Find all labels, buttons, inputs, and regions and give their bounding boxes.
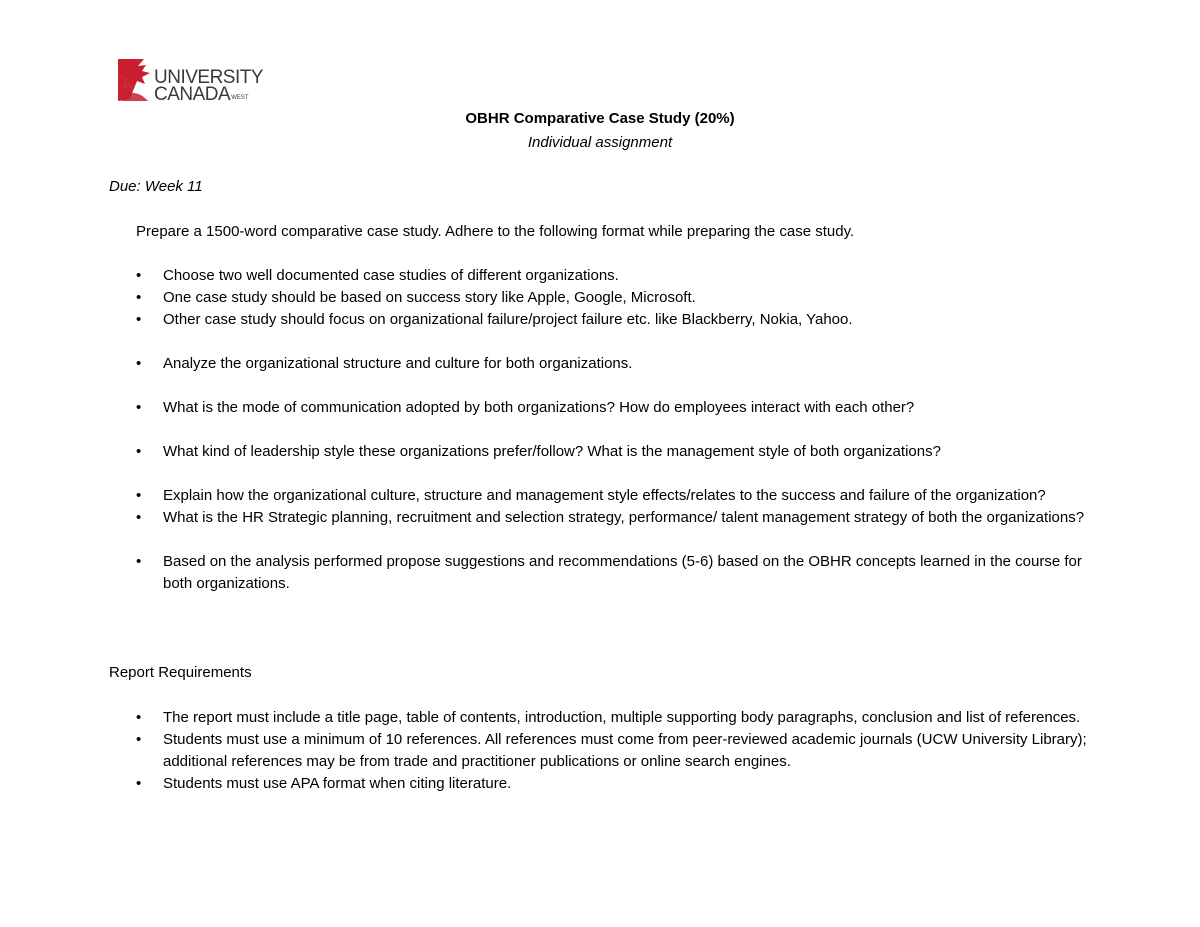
list-item <box>136 707 1101 729</box>
logo-west-text: WEST <box>231 95 249 101</box>
logo-canada-text: CANADA <box>154 84 231 105</box>
list-item <box>136 441 1101 463</box>
list-item-text: Students must use a minimum of 10 references. All references must come from peer-reviewed academic journals (UCW University Library); additional references may be from trade and practitioner publications or online search engines. <box>163 731 1087 770</box>
bullet: • <box>136 355 142 372</box>
logo-line-university: UNIVERSITY <box>154 67 264 88</box>
bullet: • <box>136 775 142 792</box>
list-item <box>136 397 1101 419</box>
list-item <box>136 485 1101 507</box>
document-subtitle: Individual assignment <box>527 134 673 151</box>
bullet: • <box>136 443 142 460</box>
list-item-text: What is the HR Strategic planning, recruitment and selection strategy, performance/ talent management strategy of both the organizations? <box>163 509 1085 526</box>
document-title: OBHR Comparative Case Study (20%) <box>465 110 735 127</box>
list-item-text: Analyze the organizational structure and culture for both organizations. <box>163 355 633 372</box>
list-item <box>136 309 1101 331</box>
list-item-text: What is the mode of communication adopted by both organizations? How do employees interact with each other? <box>163 399 915 416</box>
bullet: • <box>136 509 142 526</box>
maple-leaf-icon <box>118 57 152 103</box>
list-item-text: Explain how the organizational culture, structure and management style effects/relates to the success and failure of the organization? <box>163 487 1046 504</box>
bullet: • <box>136 289 142 306</box>
logo-line-canada <box>154 85 263 104</box>
list-item <box>136 287 1101 309</box>
bullet: • <box>136 399 142 416</box>
list-item-text: Based on the analysis performed propose suggestions and recommendations (5-6) based on the OBHR concepts learned in the course for both organizations. <box>163 553 1082 592</box>
bullet: • <box>136 731 142 748</box>
intro-paragraph: Prepare a 1500-word comparative case study. Adhere to the following format while preparing the case study. <box>136 223 855 240</box>
list-item <box>136 551 1101 595</box>
logo-wordmark <box>154 68 263 104</box>
report-requirements-heading: Report Requirements <box>109 664 252 681</box>
list-item <box>136 265 1101 287</box>
requirements-list <box>136 707 1101 795</box>
due-date: Due: Week 11 <box>109 178 203 195</box>
list-item <box>136 353 1101 375</box>
list-item-text: One case study should be based on success story like Apple, Google, Microsoft. <box>163 289 696 306</box>
list-item-text: Students must use APA format when citing literature. <box>163 775 512 792</box>
bullet: • <box>136 709 142 726</box>
list-item <box>136 773 1101 795</box>
bullet: • <box>136 311 142 328</box>
case-study-list <box>136 265 1101 595</box>
list-item-text: Other case study should focus on organizational failure/project failure etc. like Blackberry, Nokia, Yahoo. <box>163 311 853 328</box>
bullet: • <box>136 487 142 504</box>
bullet: • <box>136 267 142 284</box>
list-item <box>136 729 1101 773</box>
list-item-text: What kind of leadership style these organizations prefer/follow? What is the management style of both organizations? <box>163 443 941 460</box>
university-logo <box>118 57 268 103</box>
list-item-text: Choose two well documented case studies of different organizations. <box>163 267 619 284</box>
list-item <box>136 507 1101 529</box>
bullet: • <box>136 553 142 570</box>
list-item-text: The report must include a title page, table of contents, introduction, multiple supporting body paragraphs, conclusion and list of references. <box>163 709 1081 726</box>
